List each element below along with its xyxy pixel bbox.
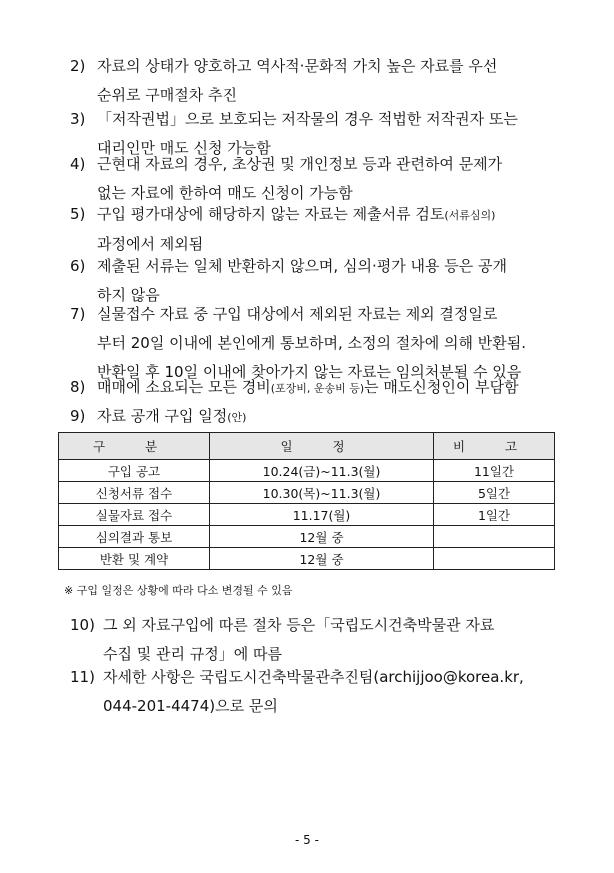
- table-cell: 심의결과 통보: [59, 526, 210, 548]
- item-number: 8): [70, 378, 86, 396]
- table-cell: 구입 공고: [59, 460, 210, 482]
- item-text: 없는 자료에 한하여 매도 신청이 가능함: [97, 184, 353, 202]
- table-cell: 11일간: [434, 460, 555, 482]
- table-cell: 10.24(금)~11.3(월): [210, 460, 434, 482]
- item-text: 자료의 상태가 양호하고 역사적·문화적 가치 높은 자료를 우선: [97, 57, 498, 75]
- table-cell: 1일간: [434, 504, 555, 526]
- table-cell: [434, 526, 555, 548]
- list-item-8: [70, 373, 560, 403]
- item-text: 044-201-4474)으로 문의: [103, 697, 278, 715]
- item-text: 자료 공개 구입 일정: [97, 407, 228, 425]
- item-text: 실물접수 자료 중 구입 대상에서 제외된 자료는 제외 결정일로: [97, 305, 498, 323]
- item-number: 10): [70, 616, 95, 634]
- table-cell: [434, 548, 555, 570]
- item-text: 대리인만 매도 신청 가능함: [97, 139, 271, 157]
- table-header: 일 정: [210, 433, 434, 460]
- list-item-5: [70, 200, 560, 259]
- item-text-small: (포장비, 운송비 등): [270, 382, 365, 395]
- item-text: 과정에서 제외됨: [97, 235, 204, 253]
- schedule-note: ※ 구입 일정은 상황에 따라 다소 변경될 수 있음: [64, 584, 293, 597]
- table-row: [59, 460, 555, 482]
- item-text: 반환일 후 10일 이내에 찾아가지 않는 자료는 임의처분될 수 있음: [97, 363, 522, 381]
- item-number: 11): [70, 668, 95, 686]
- item-text: 는 매도신청인이 부담함: [364, 378, 519, 396]
- item-text: 그 외 자료구입에 따른 절차 등은「국립도시건축박물관 자료: [103, 616, 495, 634]
- table-cell: 12월 중: [210, 548, 434, 570]
- list-item-10: [70, 611, 560, 669]
- item-number: 7): [70, 305, 86, 323]
- table-row: [59, 504, 555, 526]
- table-header: 구 분: [59, 433, 210, 460]
- item-text: 하지 않음: [97, 286, 160, 304]
- item-text: 수집 및 관리 규정」에 따름: [103, 645, 282, 663]
- item-text-small: (서류심의): [444, 209, 496, 222]
- list-item-2: [70, 52, 560, 110]
- item-text-small: (안): [227, 411, 247, 424]
- table-header: 비 고: [434, 433, 555, 460]
- item-text: 구입 평가대상에 해당하지 않는 자료는 제출서류 검토: [97, 205, 445, 223]
- table-header-row: [59, 433, 555, 460]
- item-number: 3): [70, 110, 86, 128]
- table-row: [59, 548, 555, 570]
- item-text: 자세한 사항은 국립도시건축박물관추진팀(archijjoo@korea.kr,: [103, 668, 524, 686]
- table-cell: 5일간: [434, 482, 555, 504]
- table-cell: 11.17(월): [210, 504, 434, 526]
- table-cell: 10.30(목)~11.3(월): [210, 482, 434, 504]
- item-text: 매매에 소요되는 모든 경비: [97, 378, 271, 396]
- item-number: 9): [70, 407, 86, 425]
- item-number: 4): [70, 155, 86, 173]
- table-cell: 반환 및 계약: [59, 548, 210, 570]
- table-row: [59, 526, 555, 548]
- item-text: 제출된 서류는 일체 반환하지 않으며, 심의·평가 내용 등은 공개: [97, 257, 507, 275]
- item-number: 2): [70, 57, 86, 75]
- table-cell: 신청서류 접수: [59, 482, 210, 504]
- table-cell: 실물자료 접수: [59, 504, 210, 526]
- item-number: 5): [70, 205, 86, 223]
- item-text: 근현대 자료의 경우, 초상권 및 개인정보 등과 관련하여 문제가: [97, 155, 503, 173]
- list-item-11: [70, 663, 560, 721]
- page-number: - 5 -: [295, 833, 319, 847]
- item-text: 부터 20일 이내에 본인에게 통보하며, 소정의 절차에 의해 반환됨.: [97, 334, 527, 352]
- item-text: 「저작권법」으로 보호되는 저작물의 경우 적법한 저작권자 또는: [97, 110, 518, 128]
- item-number: 6): [70, 257, 86, 275]
- schedule-table: [58, 432, 555, 570]
- item-text: 순위로 구매절차 추진: [97, 86, 237, 104]
- table-cell: 12월 중: [210, 526, 434, 548]
- table-row: [59, 482, 555, 504]
- list-item-9: [70, 402, 560, 432]
